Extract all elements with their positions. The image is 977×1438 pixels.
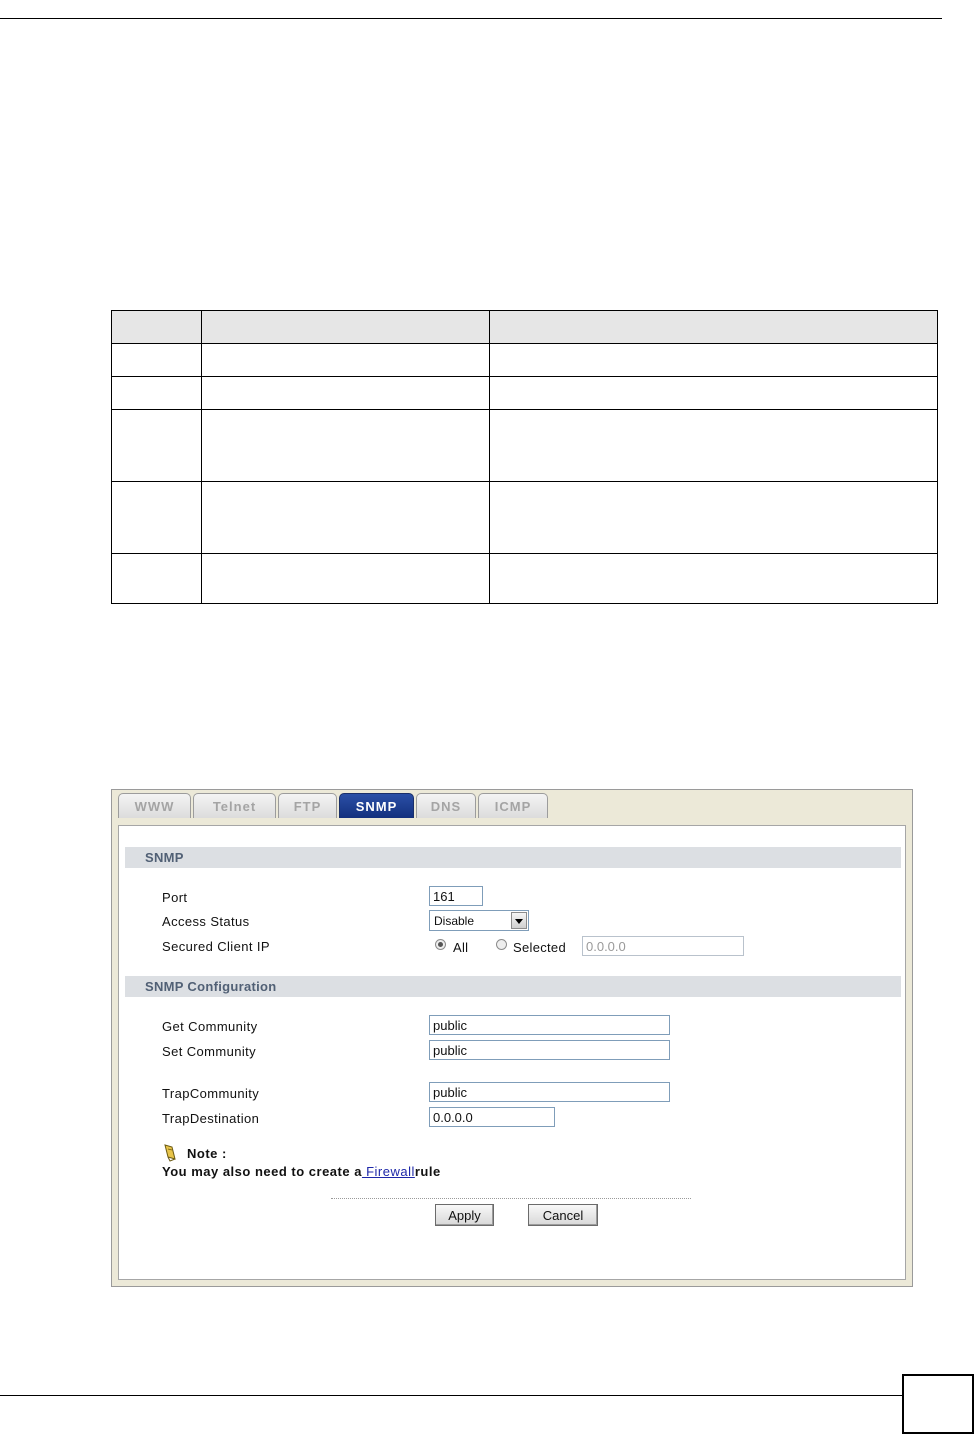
- trap-destination-label: TrapDestination: [162, 1111, 260, 1126]
- selected-ip-input[interactable]: [582, 936, 744, 956]
- access-status-label: Access Status: [162, 914, 250, 929]
- tab-ftp[interactable]: FTP: [278, 793, 337, 818]
- trap-community-input[interactable]: [429, 1082, 670, 1102]
- table-row: [112, 482, 938, 554]
- get-community-input[interactable]: [429, 1015, 670, 1035]
- radio-selected-label: Selected: [513, 940, 566, 955]
- table-header-row: [112, 311, 938, 344]
- trap-community-label: TrapCommunity: [162, 1086, 260, 1101]
- secured-client-ip-label: Secured Client IP: [162, 939, 270, 954]
- access-status-select[interactable]: [429, 910, 529, 931]
- firewall-link[interactable]: Firewall: [361, 1164, 415, 1179]
- table-row: [112, 344, 938, 377]
- get-community-label: Get Community: [162, 1019, 258, 1034]
- cancel-button[interactable]: Cancel: [528, 1204, 598, 1226]
- tab-icmp[interactable]: ICMP: [478, 793, 548, 818]
- snmp-screen: [111, 789, 913, 1287]
- apply-button[interactable]: Apply: [435, 1204, 494, 1226]
- table-row: [112, 410, 938, 482]
- table-row: [112, 377, 938, 410]
- tab-dns[interactable]: DNS: [416, 793, 476, 818]
- note-text-after: rule: [414, 1164, 441, 1179]
- reference-table: [111, 310, 938, 604]
- radio-selected[interactable]: [496, 939, 507, 950]
- note-text-before: You may also need to create a: [162, 1164, 362, 1179]
- radio-all-label: All: [453, 940, 469, 955]
- set-community-label: Set Community: [162, 1044, 257, 1059]
- page-number-box: [902, 1374, 974, 1434]
- settings-panel: [118, 825, 906, 1280]
- snmp-section-header: SNMP: [125, 847, 901, 868]
- footer-rule: [0, 1395, 902, 1396]
- chevron-down-icon[interactable]: [511, 912, 527, 929]
- header-rule: [0, 18, 942, 19]
- note-title: Note :: [187, 1146, 227, 1161]
- set-community-input[interactable]: [429, 1040, 670, 1060]
- note-text: [162, 1164, 441, 1179]
- tab-bar: [118, 798, 550, 818]
- access-status-value: Disable: [434, 914, 475, 928]
- port-input[interactable]: [429, 886, 483, 906]
- port-label: Port: [162, 890, 188, 905]
- tab-www[interactable]: WWW: [118, 793, 191, 818]
- table-row: [112, 554, 938, 604]
- note-icon: [163, 1144, 177, 1162]
- radio-all[interactable]: [435, 939, 446, 950]
- snmp-config-section-header: SNMP Configuration: [125, 976, 901, 997]
- tab-snmp[interactable]: SNMP: [339, 793, 414, 818]
- button-divider: [331, 1198, 691, 1199]
- trap-destination-input[interactable]: [429, 1107, 555, 1127]
- tab-telnet[interactable]: Telnet: [193, 793, 276, 818]
